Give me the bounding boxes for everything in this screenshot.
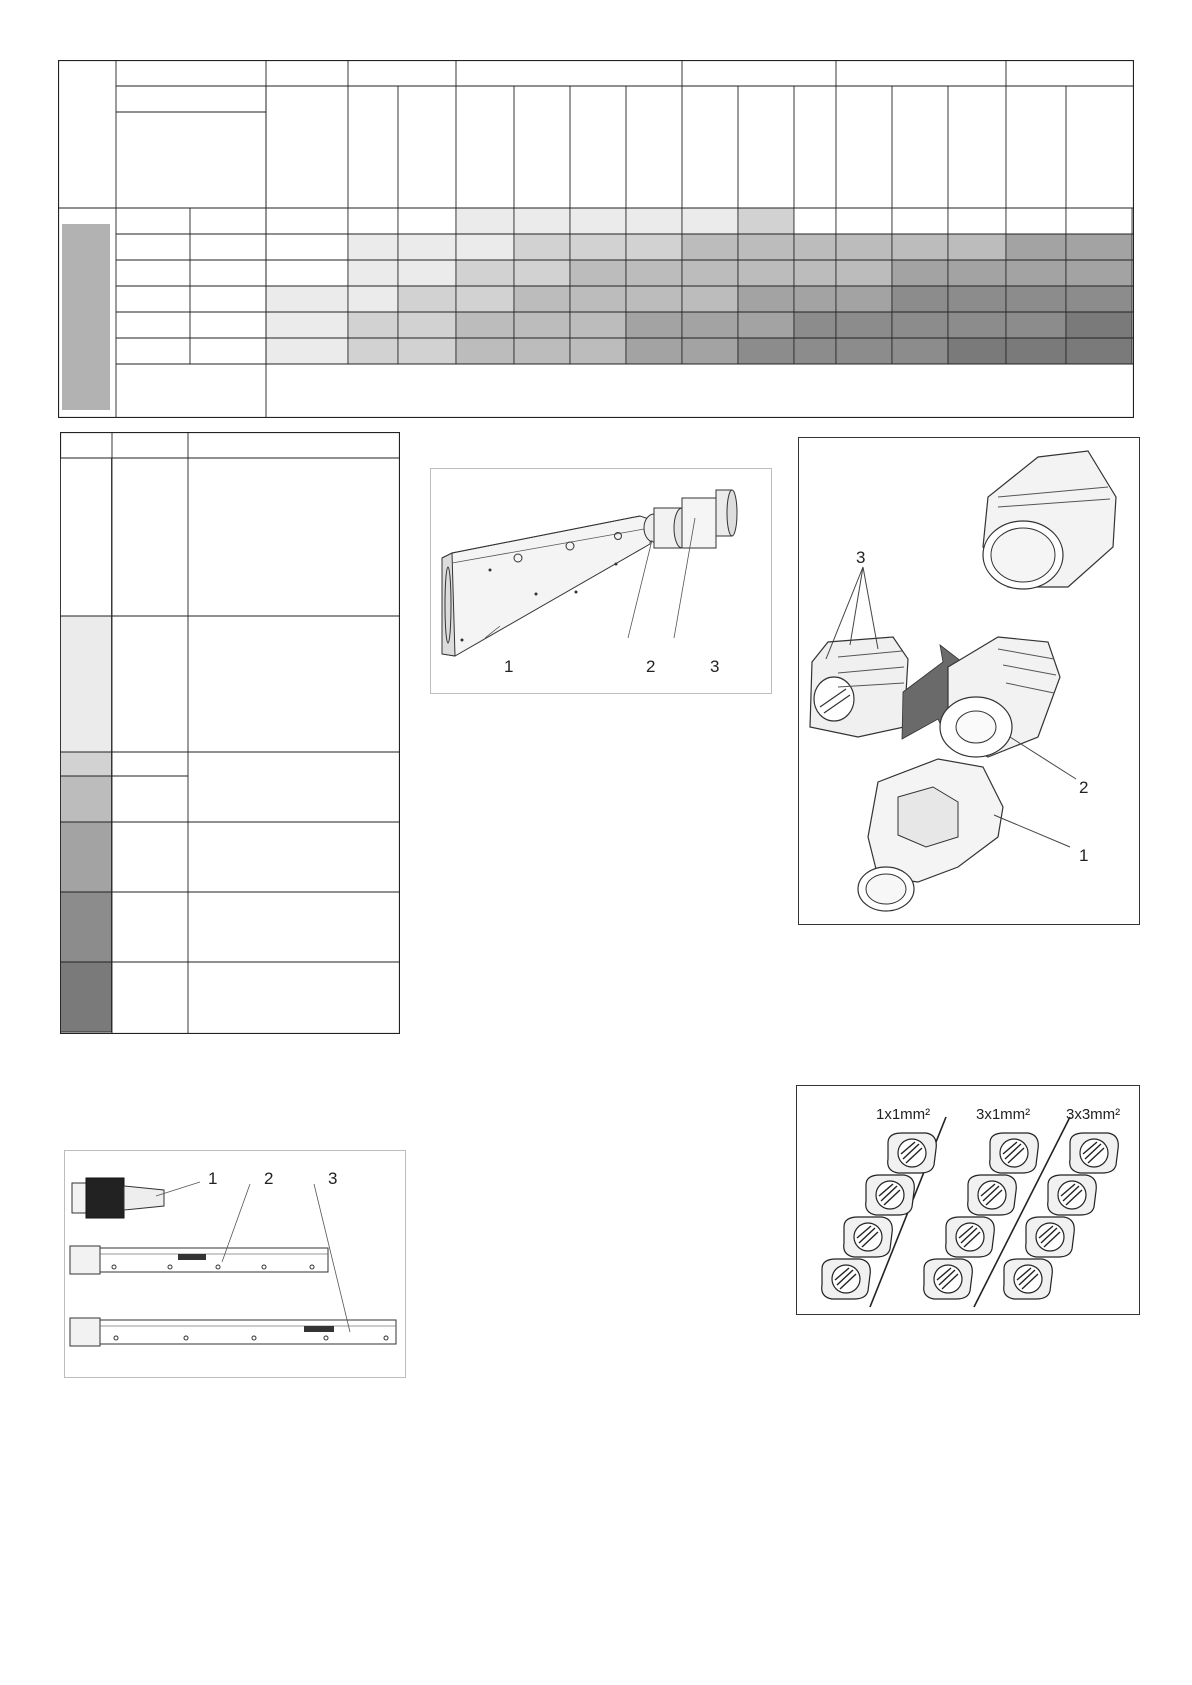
matrix-cell (948, 338, 1006, 364)
matrix-cell (738, 234, 794, 260)
matrix-cell (836, 260, 892, 286)
matrix-cell (570, 208, 626, 234)
matrix-cell (266, 338, 348, 364)
matrix-cell (836, 286, 892, 312)
matrix-cell (1066, 208, 1132, 234)
matrix-cell (398, 312, 456, 338)
matrix-cell (892, 234, 948, 260)
legend-svg (60, 432, 400, 1034)
fig2-label-1: 1 (1079, 846, 1089, 865)
matrix-cell (1006, 286, 1066, 312)
matrix-cell (570, 338, 626, 364)
matrix-cell (948, 234, 1006, 260)
insert-drawing (866, 1175, 915, 1215)
matrix-cell (456, 312, 514, 338)
matrix-cell (514, 234, 570, 260)
matrix-cell (892, 208, 948, 234)
matrix-cell (626, 338, 682, 364)
matrix-cell (794, 338, 836, 364)
matrix-cell (570, 234, 626, 260)
matrix-cell (266, 312, 348, 338)
matrix-cell (1006, 208, 1066, 234)
figure-horn-variants (64, 1150, 406, 1378)
matrix-cell (892, 286, 948, 312)
matrix-cell (948, 312, 1006, 338)
matrix-cell (682, 338, 738, 364)
matrix-cell (570, 260, 626, 286)
matrix-cell (348, 312, 398, 338)
insert-drawing (990, 1133, 1039, 1173)
matrix-cell (794, 286, 836, 312)
insert-drawing (1048, 1175, 1097, 1215)
matrix-cell (514, 312, 570, 338)
insert-drawing (946, 1217, 995, 1257)
matrix-cell (266, 260, 348, 286)
matrix-cell (1066, 234, 1132, 260)
matrix-cell (456, 234, 514, 260)
matrix-cell (266, 234, 348, 260)
matrix-cell (738, 286, 794, 312)
exploded-nozzle-drawing (798, 437, 1140, 925)
legend-swatch (61, 962, 112, 1032)
matrix-cell (348, 286, 398, 312)
matrix-cell (570, 286, 626, 312)
matrix-cell (794, 208, 836, 234)
legend-swatch (61, 458, 112, 616)
insert-drawing (968, 1175, 1017, 1215)
insert-drawing (924, 1259, 973, 1299)
insert-drawing (1026, 1217, 1075, 1257)
matrix-cell (398, 286, 456, 312)
matrix-cell (1066, 312, 1132, 338)
shade-matrix-table (58, 60, 1134, 418)
matrix-cell (1006, 234, 1066, 260)
matrix-cell (1066, 338, 1132, 364)
nozzle-insert (810, 637, 908, 737)
matrix-cell (738, 208, 794, 234)
matrix-cell (836, 312, 892, 338)
matrix-cell (514, 208, 570, 234)
legend-swatch (61, 892, 112, 962)
matrix-cell (948, 208, 1006, 234)
matrix-cell (836, 234, 892, 260)
matrix-cell (1006, 260, 1066, 286)
legend-table (60, 432, 400, 1034)
matrix-cell (892, 260, 948, 286)
matrix-cell (266, 208, 348, 234)
figure-exploded-nozzle (798, 437, 1140, 925)
horn-variants-drawing (64, 1150, 406, 1378)
figure-insert-sizes (796, 1085, 1140, 1315)
matrix-cell (514, 338, 570, 364)
legend-swatch (61, 616, 112, 752)
matrix-cell (456, 208, 514, 234)
matrix-cell (1066, 260, 1132, 286)
matrix-svg (58, 60, 1134, 418)
matrix-cell (794, 260, 836, 286)
insert-drawing (844, 1217, 893, 1257)
matrix-cell (348, 234, 398, 260)
insert-drawing (1004, 1259, 1053, 1299)
fig1-label-3: 3 (710, 657, 720, 676)
matrix-cell (892, 338, 948, 364)
fig3-label-2: 2 (264, 1169, 274, 1188)
matrix-cell (682, 234, 738, 260)
fig3-label-1: 1 (208, 1169, 218, 1188)
matrix-side-band (62, 224, 110, 410)
matrix-cell (398, 208, 456, 234)
matrix-cell (1006, 338, 1066, 364)
matrix-cell (514, 260, 570, 286)
matrix-cell (626, 234, 682, 260)
matrix-cell (738, 338, 794, 364)
matrix-cell (738, 260, 794, 286)
matrix-cell (836, 208, 892, 234)
matrix-cell (682, 286, 738, 312)
matrix-cell (570, 312, 626, 338)
matrix-cell (682, 312, 738, 338)
matrix-cell (626, 286, 682, 312)
legend-swatch (61, 776, 112, 822)
matrix-cell (398, 260, 456, 286)
matrix-cell (348, 260, 398, 286)
matrix-cell (948, 260, 1006, 286)
matrix-cell (626, 208, 682, 234)
figure-horn-assembly (430, 468, 772, 694)
matrix-cell (266, 286, 348, 312)
matrix-cell (948, 286, 1006, 312)
fig2-label-2: 2 (1079, 778, 1089, 797)
matrix-cell (682, 260, 738, 286)
fig1-label-1: 1 (504, 657, 514, 676)
matrix-cell (626, 260, 682, 286)
fig2-label-3: 3 (856, 548, 866, 567)
matrix-cell (456, 260, 514, 286)
matrix-cell (398, 338, 456, 364)
fig1-label-2: 2 (646, 657, 656, 676)
matrix-cell (456, 286, 514, 312)
fig3-label-3: 3 (328, 1169, 338, 1188)
matrix-cell (836, 338, 892, 364)
matrix-cell (626, 312, 682, 338)
insert-drawing (888, 1133, 937, 1173)
matrix-cell (738, 312, 794, 338)
insert-drawing (1070, 1133, 1119, 1173)
matrix-cell (348, 338, 398, 364)
matrix-cell (1066, 286, 1132, 312)
matrix-cell (348, 208, 398, 234)
size-header-1x1: 1x1mm² (876, 1106, 931, 1123)
matrix-cell (892, 312, 948, 338)
matrix-cell (456, 338, 514, 364)
legend-swatch (61, 822, 112, 892)
insert-sizes-drawing (796, 1085, 1140, 1315)
horn-assembly-drawing (430, 468, 772, 694)
matrix-cell (1006, 312, 1066, 338)
legend-swatch (61, 752, 112, 776)
matrix-cell (794, 312, 836, 338)
size-header-3x3: 3x3mm² (1066, 1106, 1121, 1123)
size-header-3x1: 3x1mm² (976, 1106, 1031, 1123)
matrix-cell (398, 234, 456, 260)
matrix-cell (794, 234, 836, 260)
matrix-cell (514, 286, 570, 312)
insert-drawing (822, 1259, 871, 1299)
matrix-cell (682, 208, 738, 234)
